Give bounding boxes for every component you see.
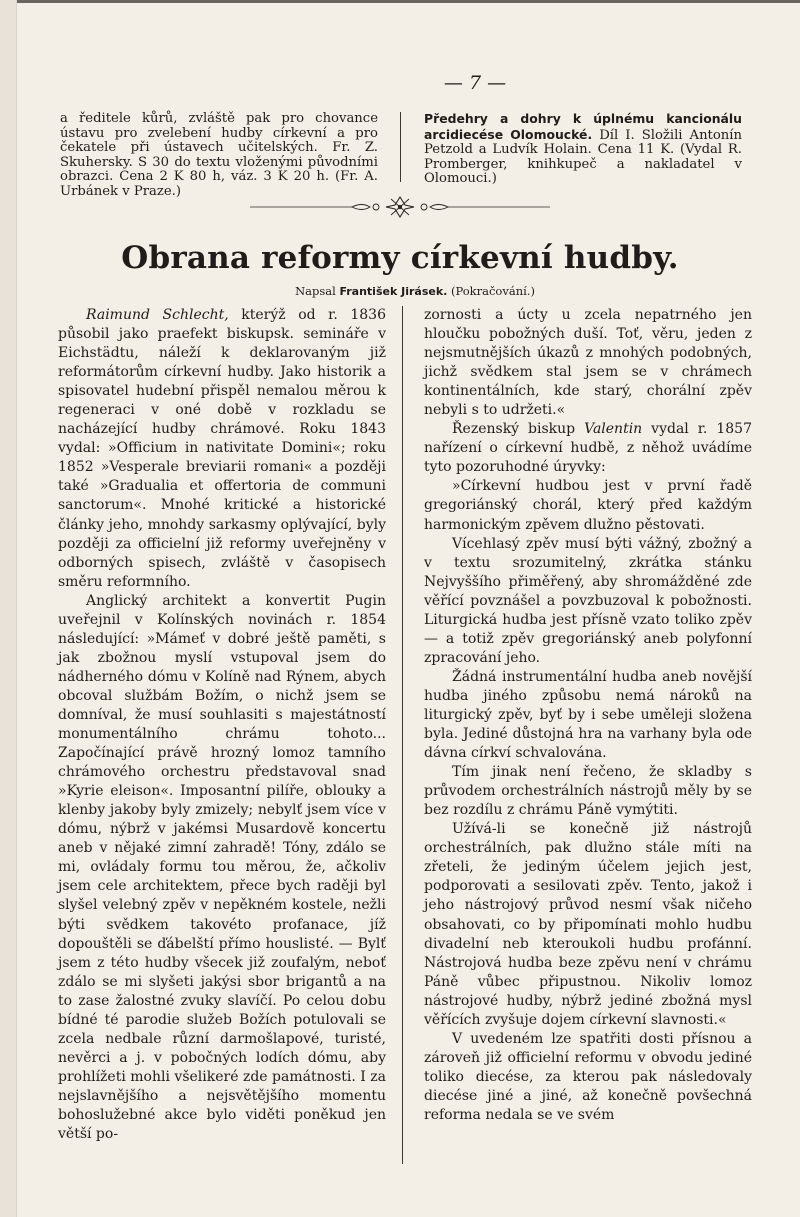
paragraph: Anglický architekt a konvertit Pugin uveřejnil v Kolínských novinách r. 1854 následující: »Mámeť v dobré ještě paměti, s jak zbožnou myslí vstupoval jsem do nádherného dómu v Kolíně nad Rýnem, abych obcoval službám Božím, o nichž jsem se domníval, že musí souhlasiti s majestátností monumentálního chrámu tohoto... Započínající právě hrozný lomoz tamního chrámového orchestru představoval snad »Kyrie eleison«. Imposantní pilíře, oblouky a klenby jakoby byly zmizely; nebylť jsem více v dómu, nýbrž v jakémsi Musardově koncertu aneb v nějaké zimní zahradě! Tóny, zdálo se mi, ovládaly formu tou měrou, že, ačkoliv jsem cele architektem, přece bych raději byl slyšel velebný zpěv v nepěkném kostele, nežli býti svědkem takovéto profanace, jíž dopouštěli se ďábelští přímo houslisté. — Bylť jsem z této hudby všecek již zoufalým, neboť zdálo se mi slyšeti jakýsi sbor brigantů a na to zase žalostné zvuky slavíčí. Po celou dobu bídné té parodie služeb Božích potulovali se zcela nedbale různí darmošlapové, turisté, nevěrci a j. v pobočných lodích dómu, aby prohlížeti mohli všelikeré zde památnosti. I za nejslavnějšího a nejsvětějšího momentu bohoslužebné akce bylo viděti poněkud jen větší po- xyxy=(58,592,386,1143)
divider-ornament-icon xyxy=(240,196,560,218)
page-number: — 7 — xyxy=(443,72,507,94)
paragraph-text: vydal r. 1857 nařízení o církevní hudbě, z něhož uvádíme tyto pozoruhodné úryvky: xyxy=(424,421,752,476)
article-column-right xyxy=(424,306,752,1125)
paragraph-text: kterýž od r. 1836 působil jako praefekt biskupsk. semináře v Eichstädtu, náleží k deklarovaným již reformátorům církevní hudby. Jako historik a spisovatel hudební přispěl nemalou měrou k regeneraci v oné době v rozkladu se nacházející hudby chrámové. Roku 1843 vydal: »Officium in nativitate Domini«; roku 1852 »Vesperale breviarii romani« a později také »Gradualia et offertoria de communi sanctorum«. Mnohé kritické a historické články jeho, mnohdy sarkasmy oplývající, byly později za officielní již reformy uveřejněny v odborných spisech, zvláště v časopisech směru reformního. xyxy=(58,307,386,590)
paragraph-text: Řezenský biskup xyxy=(452,421,585,438)
scan-top-edge xyxy=(0,0,800,3)
review-left-text: a ředitele kůrů, zvláště pak pro chovance ústavu pro zvelebení hudby církevní a pro čekatele při ústavech učitelských. Fr. Z. Skuhersky. S 30 do textu vloženými původními obrazci. Cena 2 K 80 h, váz. 3 K 20 h. (Fr. A. Urbánek v Praze.) xyxy=(60,111,378,199)
article-byline xyxy=(0,284,800,298)
paragraph xyxy=(58,306,386,592)
paragraph: V uvedeném lze spatřiti dosti přísnou a zároveň již officielní reformu v obvodu jediné toliko diecése, za kterou pak následovaly diecése jiné a jiné, až konečně povšechná reforma nedala se ve svém xyxy=(424,1030,752,1123)
person-name: Valentin xyxy=(584,421,643,438)
review-right-paragraph xyxy=(424,112,742,187)
paragraph: Tím jinak není řečeno, že skladby s průvodem orchestrálních nástrojů měly by se bez rozdílu z chrámu Páně vymýtiti. xyxy=(424,764,752,819)
article-column-left xyxy=(58,306,386,1144)
column-divider xyxy=(402,306,403,1164)
review-right xyxy=(424,112,742,187)
review-left xyxy=(60,112,378,200)
review-right-text: Díl I. Složili Antonín Petzold a Ludvík Holain. Cena 11 K. (Vydal R. Promberger, knihkupeč a nakladatel v Olomouci.) xyxy=(424,127,743,187)
byline-suffix: (Pokračování.) xyxy=(447,284,535,298)
page-binding-edge xyxy=(0,0,17,1217)
paragraph: »Církevní hudbou jest v první řadě gregoriánský chorál, který před každým harmonickým zpěvem dlužno pěstovati. xyxy=(424,478,752,533)
person-name: Raimund Schlecht, xyxy=(86,307,229,323)
review-right-title: Předehry a dohry k úplnému kancionálu arcidiecése Olomoucké. xyxy=(424,111,742,142)
paragraph: Užívá-li se konečně již nástrojů orchestrálních, pak dlužno stále míti na zřeteli, že jediným účelem jejich jest, podporovati a sesilovati zpěv. Tento, jakož i jeho nástrojový průvod nesmí však ničeho obsahovati, co by připomínati mohlo hudbu divadelní neb kteroukoli hudbu profánní. Nástrojová hudba beze zpěvu není v chrámu Páně vůbec připustnou. Nikoliv lomoz nástrojové hudby, nýbrž jediné zbožná mysl věřících zvyšuje dojem církevní slavnosti.« xyxy=(424,821,752,1028)
byline-prefix: Napsal xyxy=(295,284,340,298)
column-divider-top xyxy=(400,112,401,182)
paragraph xyxy=(424,420,752,477)
byline-author: František Jirásek. xyxy=(339,285,448,298)
article-title: Obrana reformy církevní hudby. xyxy=(121,240,679,276)
paragraph: Žádná instrumentální hudba aneb novější hudba jiného způsobu nemá nároků na liturgický zpěv, byť by i sebe uměleji složena byla. Jediné důstojná hra na varhany byla ode dávna církví schvalována. xyxy=(424,668,752,762)
paragraph: zornosti a úcty u zcela nepatrného jen hloučku pobožných duší. Toť, věru, jeden z nejsmutnějších úkazů z mnohých podobných, jichž svědkem stal jsem se v chrámech kontinentálních, kde starý, chorální zpěv nebyli s to udržeti.« xyxy=(424,307,752,419)
paragraph: Vícehlasý zpěv musí býti vážný, zbožný a v textu srozumitelný, zkrátka stánku Nejvyššího přiměřený, aby shromážděné zde věřící povznášel a povzbuzoval k pobožnosti. Liturgická hudba jest přísně vzato toliko zpěv — a totiž zpěv gregoriánský aneb polyfonní zpracování jeho. xyxy=(424,535,752,666)
